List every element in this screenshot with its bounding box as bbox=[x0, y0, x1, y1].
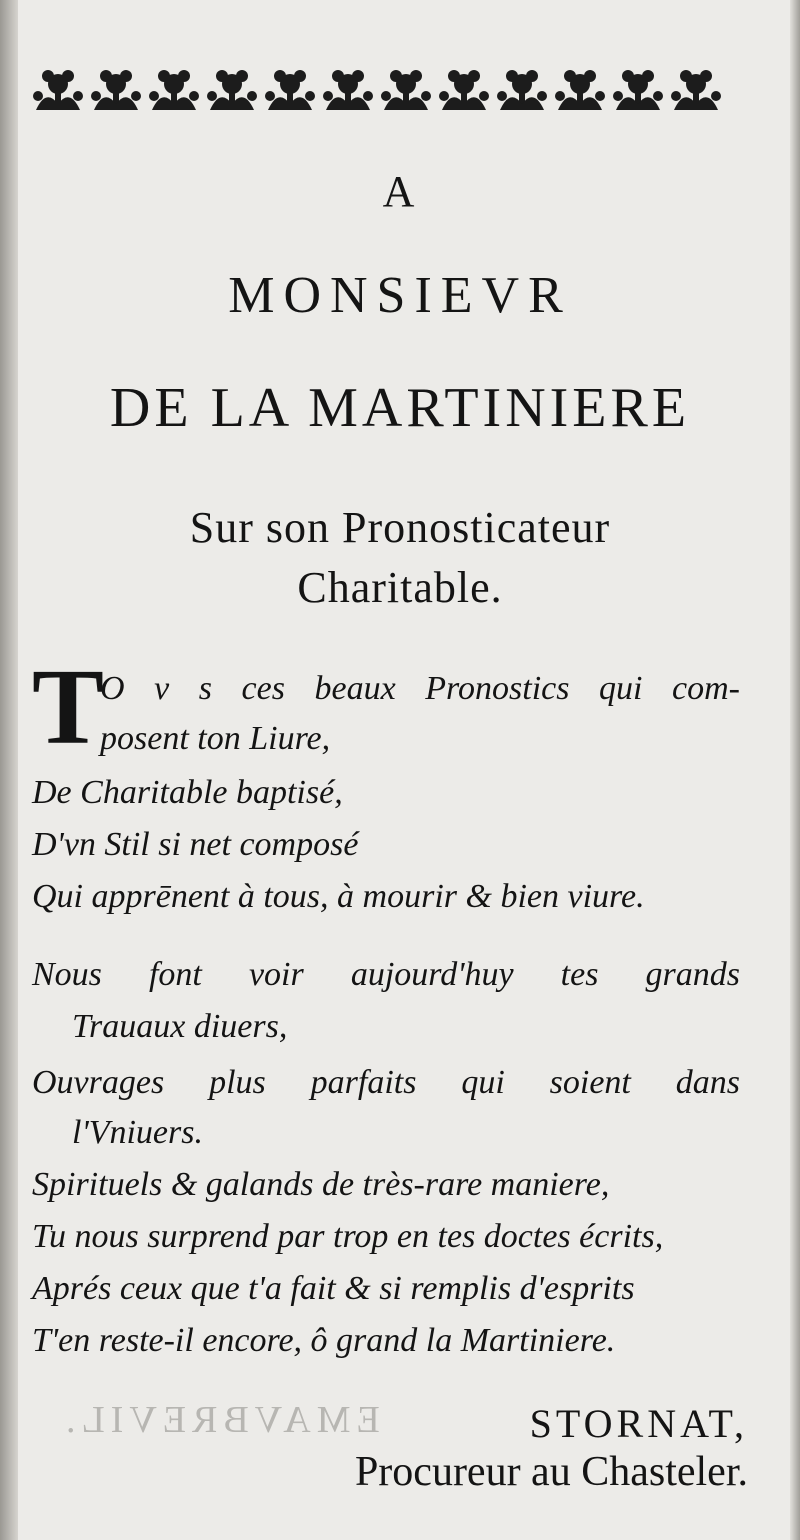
poem-line: Tu nous surprend par trop en tes doctes écrits, bbox=[32, 1218, 664, 1255]
poem-line: Nous font voir aujourd'huy tes grands bbox=[32, 956, 740, 993]
bleed-through-text: EMAVBREVIL. bbox=[60, 1399, 380, 1441]
poem-line: Ouvrages plus parfaits qui soient dans bbox=[32, 1064, 740, 1101]
heading-monsieur: MONSIEVR bbox=[228, 267, 572, 324]
poem-line: De Charitable baptisé, bbox=[32, 774, 343, 811]
signature-title: Procureur au Chasteler. bbox=[354, 1449, 748, 1495]
poem bbox=[32, 648, 752, 1360]
poem-line: T'en reste-il encore, ô grand la Martiniere. bbox=[32, 1322, 616, 1359]
heading-a: A bbox=[382, 167, 418, 216]
poem-line: Trauaux diuers, bbox=[72, 1008, 288, 1045]
poem-line: Spirituels & galands de très-rare maniere, bbox=[32, 1166, 610, 1203]
signature-name: STORNAT, bbox=[529, 1401, 748, 1446]
poem-line: posent ton Liure, bbox=[100, 720, 331, 757]
subtitle-line-2: Charitable. bbox=[297, 563, 503, 612]
drop-cap: T bbox=[32, 648, 105, 767]
heading-de-la-martiniere: DE LA MARTINIERE bbox=[109, 377, 691, 439]
subtitle-line-1: Sur son Pronosticateur bbox=[189, 503, 611, 552]
poem-line: O v s ces beaux Pronostics qui com- bbox=[100, 670, 740, 707]
poem-line: Aprés ceux que t'a fait & si remplis d'esprits bbox=[32, 1270, 635, 1307]
poem-line: Qui apprēnent à tous, à mourir & bien viure. bbox=[32, 878, 645, 915]
fleuron-ornament-band bbox=[28, 54, 748, 124]
poem-line: D'vn Stil si net composé bbox=[32, 826, 359, 863]
poem-line: l'Vniuers. bbox=[72, 1114, 203, 1151]
